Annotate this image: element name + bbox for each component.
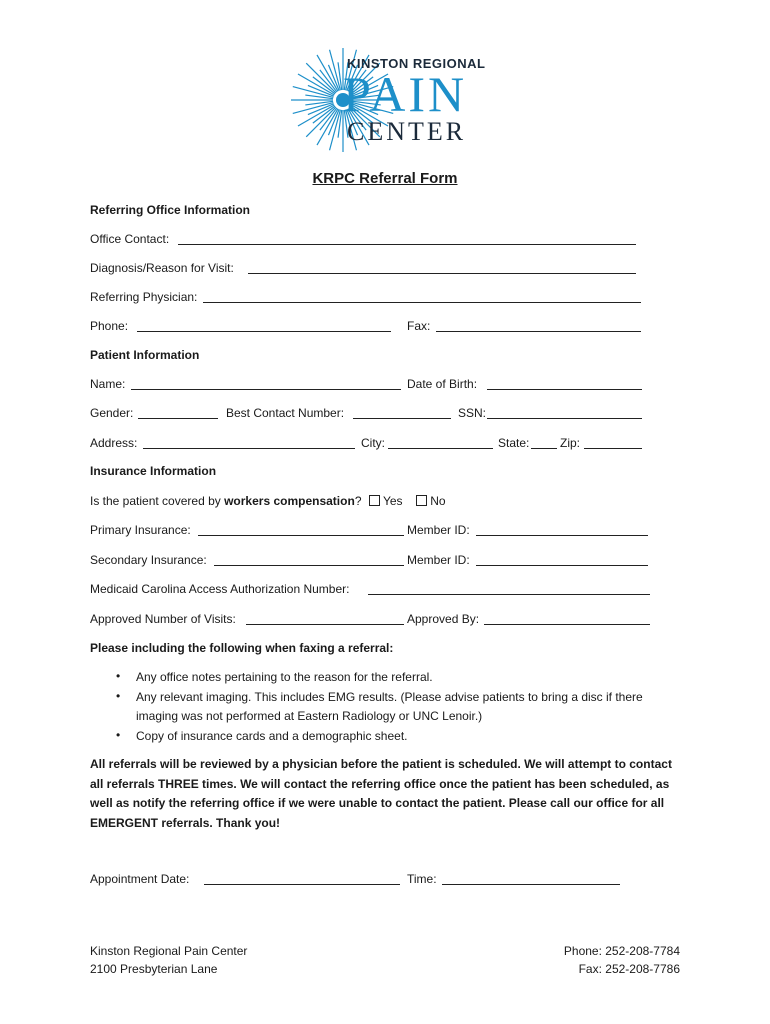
- footer-name: Kinston Regional Pain Center: [90, 944, 248, 958]
- insurance-heading: Insurance Information: [90, 464, 217, 478]
- ssn-field[interactable]: [487, 418, 642, 419]
- secondary-insurance-label: Secondary Insurance:: [90, 553, 207, 567]
- primary-insurance-field[interactable]: [198, 535, 404, 536]
- wc-question-pre: Is the patient covered by: [90, 494, 225, 508]
- faxing-heading: Please including the following when faxing a referral:: [90, 641, 394, 655]
- name-label: Name:: [90, 377, 126, 391]
- member-id-1-field[interactable]: [476, 535, 648, 536]
- best-contact-field[interactable]: [353, 418, 451, 419]
- patient-heading: Patient Information: [90, 348, 200, 362]
- logo-line2: PAIN: [343, 66, 468, 122]
- zip-label: Zip:: [560, 436, 581, 450]
- notice-line-4: EMERGENT referrals. Thank you!: [90, 815, 281, 830]
- notice-line-3: well as notify the referring office if we were unable to contact the patient. Please call our office for all: [90, 796, 665, 810]
- appointment-time-label: Time:: [407, 872, 437, 886]
- office-contact-field[interactable]: [178, 244, 636, 245]
- sunburst-ray: [338, 62, 342, 90]
- medicaid-field[interactable]: [368, 594, 650, 595]
- state-field[interactable]: [531, 448, 557, 449]
- city-field[interactable]: [388, 448, 493, 449]
- footer-fax: Fax: 252-208-7786: [578, 962, 680, 976]
- sunburst-ray: [305, 101, 333, 105]
- diagnosis-field[interactable]: [248, 273, 636, 274]
- form-title: KRPC Referral Form: [312, 170, 458, 187]
- zip-field[interactable]: [584, 448, 642, 449]
- state-label: State:: [498, 436, 530, 450]
- notice-paragraph: [90, 755, 690, 833]
- best-contact-label: Best Contact Number:: [226, 406, 345, 420]
- medicaid-label: Medicaid Carolina Access Authorization Number:: [90, 582, 350, 596]
- notice-line-2: all referrals THREE times. We will contact the referring office once the patient has been scheduled, as: [90, 776, 670, 791]
- member-id-1-label: Member ID:: [407, 523, 470, 537]
- address-label: Address:: [90, 436, 138, 450]
- appointment-date-field[interactable]: [204, 884, 400, 885]
- member-id-2-label: Member ID:: [407, 553, 470, 567]
- no-checkbox[interactable]: [416, 495, 427, 506]
- referring-heading: Referring Office Information: [90, 203, 251, 217]
- approved-by-field[interactable]: [484, 624, 650, 625]
- faxing-item-2: Any relevant imaging. This includes EMG results. (Please advise patients to bring a disc if there: [136, 690, 643, 704]
- sunburst-ray: [338, 110, 342, 138]
- phone-field[interactable]: [137, 331, 391, 332]
- physician-field[interactable]: [203, 302, 641, 303]
- bullet-1: •: [116, 669, 121, 683]
- appointment-date-label: Appointment Date:: [90, 872, 190, 886]
- wc-question: [90, 494, 446, 508]
- sunburst-ray: [298, 74, 334, 95]
- wc-question-bold: workers compensation: [224, 494, 355, 508]
- wc-question-post: ?: [354, 494, 362, 508]
- approved-by-label: Approved By:: [407, 612, 480, 626]
- dob-field[interactable]: [487, 389, 642, 390]
- address-field[interactable]: [143, 448, 355, 449]
- gender-field[interactable]: [138, 418, 218, 419]
- notice-line-1: All referrals will be reviewed by a physician before the patient is scheduled. We will attempt to contact: [90, 757, 672, 771]
- secondary-insurance-field[interactable]: [214, 565, 404, 566]
- bullet-3: •: [116, 728, 121, 742]
- dob-label: Date of Birth:: [407, 377, 478, 391]
- name-field[interactable]: [131, 389, 401, 390]
- footer-address: 2100 Presbyterian Lane: [90, 962, 218, 976]
- footer-phone: Phone: 252-208-7784: [563, 944, 680, 958]
- approved-visits-label: Approved Number of Visits:: [90, 612, 236, 626]
- bullet-2: •: [116, 689, 121, 703]
- logo-line1: KINSTON REGIONAL: [347, 56, 486, 71]
- appointment-time-field[interactable]: [442, 884, 620, 885]
- sunburst-ray: [305, 95, 333, 99]
- fax-label: Fax:: [407, 319, 431, 333]
- logo-line3: CENTER: [347, 117, 467, 146]
- yes-label: Yes: [382, 494, 403, 508]
- no-label: No: [430, 494, 446, 508]
- yes-checkbox[interactable]: [369, 495, 380, 506]
- sunburst-ray: [298, 105, 334, 126]
- fax-field[interactable]: [436, 331, 641, 332]
- gender-label: Gender:: [90, 406, 134, 420]
- office-contact-label: Office Contact:: [90, 232, 170, 246]
- logo: [285, 44, 495, 156]
- approved-visits-field[interactable]: [246, 624, 404, 625]
- sunburst-ray: [306, 63, 336, 93]
- physician-label: Referring Physician:: [90, 290, 198, 304]
- phone-label: Phone:: [90, 319, 129, 333]
- faxing-item-1: Any office notes pertaining to the reason for the referral.: [136, 670, 433, 684]
- sunburst-ray: [306, 107, 336, 137]
- ssn-label: SSN:: [458, 406, 487, 420]
- member-id-2-field[interactable]: [476, 565, 648, 566]
- primary-insurance-label: Primary Insurance:: [90, 523, 191, 537]
- faxing-item-2b: imaging was not performed at Eastern Radiology or UNC Lenoir.): [136, 709, 483, 723]
- sunburst-ray: [317, 109, 338, 145]
- city-label: City:: [361, 436, 385, 450]
- diagnosis-label: Diagnosis/Reason for Visit:: [90, 261, 234, 275]
- faxing-item-3: Copy of insurance cards and a demographic sheet.: [136, 729, 408, 743]
- sunburst-ray: [317, 55, 338, 91]
